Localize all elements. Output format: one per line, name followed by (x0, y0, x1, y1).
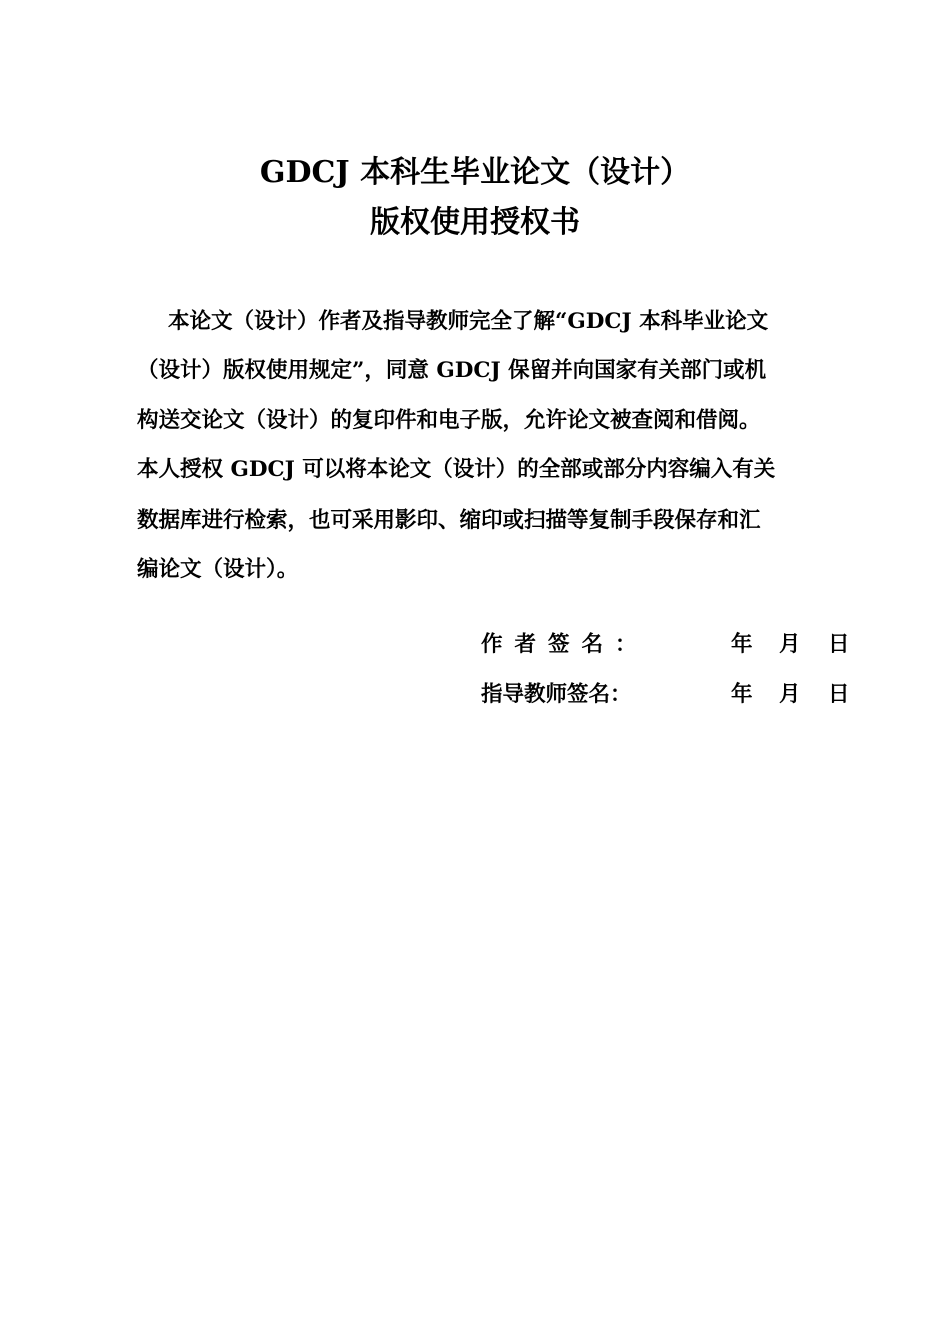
document-title: GDCJ 本科生毕业论文（设计） (259, 155, 691, 190)
signature-month-label: 月 (779, 632, 801, 657)
signature-year-label: 年 (731, 682, 753, 707)
paragraph-line: 编论文（设计）。 (137, 557, 299, 582)
signature-year-label: 年 (731, 632, 753, 657)
paragraph-line: 数据库进行检索，也可采用影印、缩印或扫描等复制手段保存和汇 (137, 508, 761, 533)
advisor-signature-label: 指导教师签名： (481, 682, 632, 707)
paragraph-line: （设计）版权使用规定”，同意 GDCJ 保留并向国家有关部门或机 (137, 358, 767, 383)
signature-day-label: 日 (828, 632, 850, 657)
author-signature-row (481, 630, 851, 660)
paragraph-line: 构送交论文（设计）的复印件和电子版，允许论文被查阅和借阅。 (137, 408, 761, 433)
document-subtitle: 版权使用授权书 (370, 205, 580, 240)
signature-month-label: 月 (779, 682, 801, 707)
author-signature-label: 作者签名： (481, 632, 649, 657)
advisor-signature-row (481, 680, 851, 710)
paragraph-line: 本论文（设计）作者及指导教师完全了解“GDCJ 本科毕业论文 (168, 309, 769, 334)
paragraph-line: 本人授权 GDCJ 可以将本论文（设计）的全部或部分内容编入有关 (137, 457, 776, 482)
signature-day-label: 日 (828, 682, 850, 707)
